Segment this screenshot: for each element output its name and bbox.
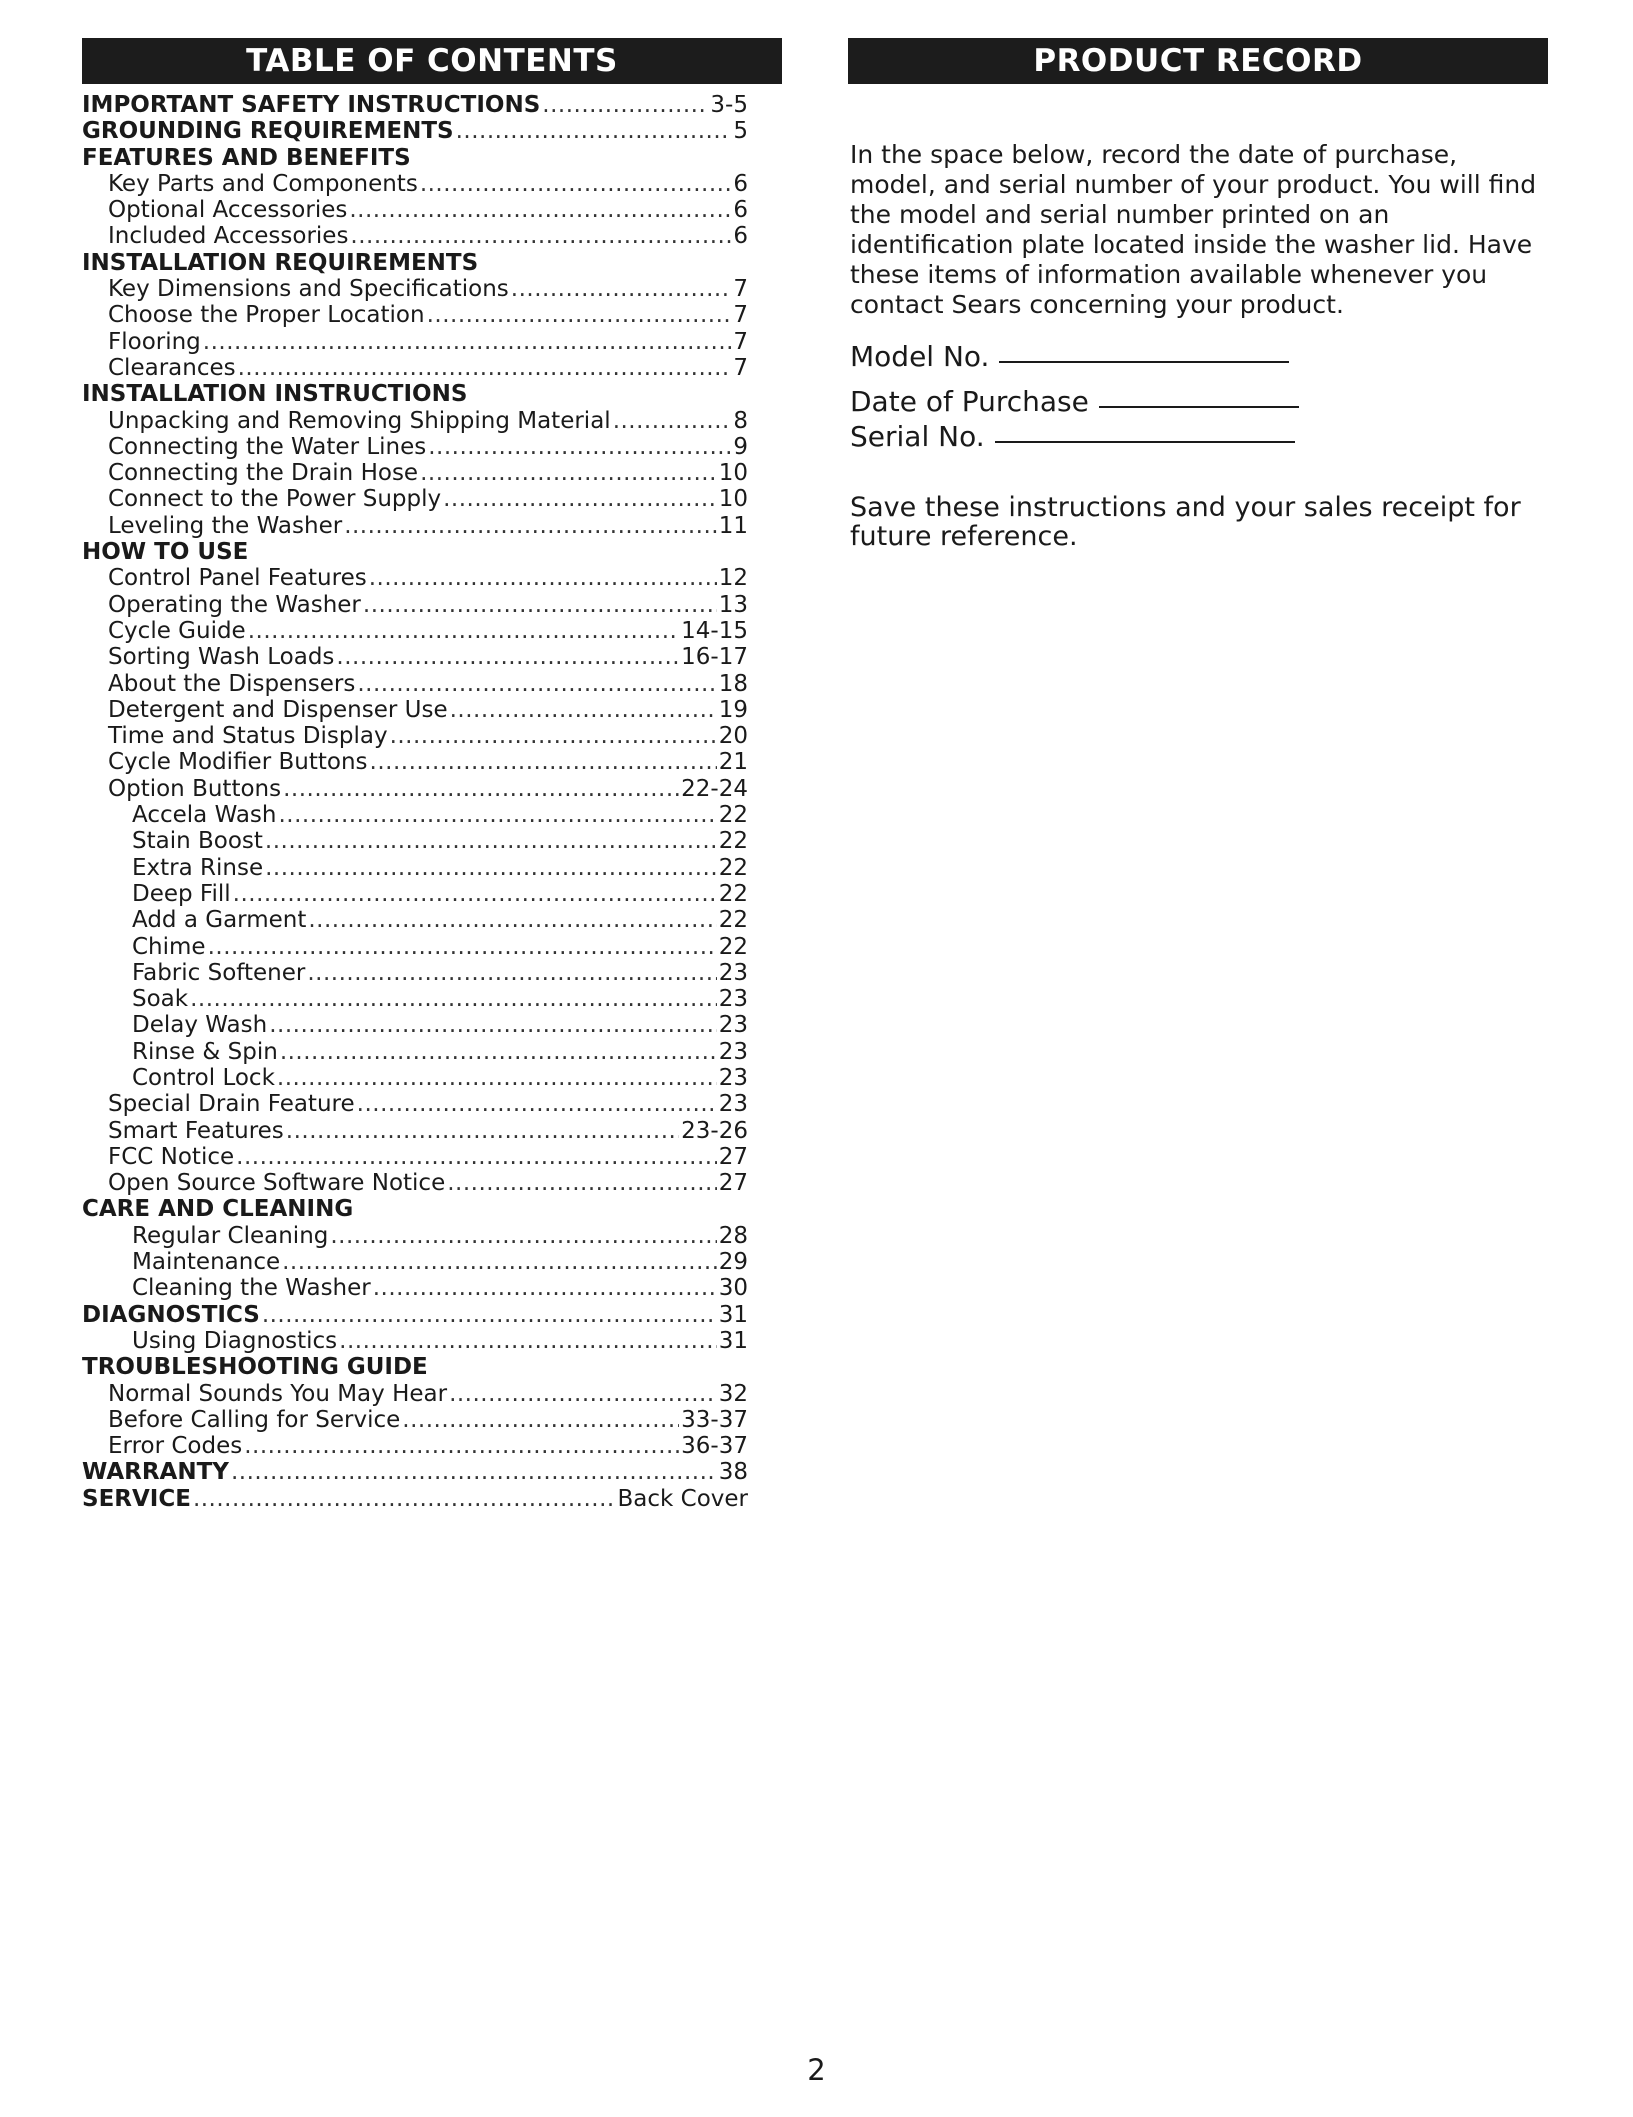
- toc-entry-leader-dots: [336, 644, 679, 670]
- toc-entry-title: DIAGNOSTICS: [82, 1301, 260, 1328]
- toc-entry: [82, 145, 748, 171]
- toc-entry-title: Error Codes: [108, 1433, 243, 1460]
- toc-entry-leader-dots: [286, 1118, 679, 1144]
- toc-entry-leader-dots: [244, 1433, 679, 1459]
- toc-entry-title: Rinse & Spin: [132, 1038, 278, 1065]
- toc-entry-page: 23: [718, 1064, 748, 1091]
- toc-entry: [82, 1170, 748, 1196]
- toc-entry-title: Control Panel Features: [108, 565, 367, 592]
- toc-entry-title: Delay Wash: [132, 1012, 268, 1039]
- toc-entry-title: About the Dispensers: [108, 670, 356, 697]
- toc-entry-title: Add a Garment: [132, 907, 307, 934]
- toc-entry-leader-dots: [428, 434, 731, 460]
- toc-entry-page: 23: [718, 986, 748, 1013]
- toc-entry-title: Key Dimensions and Specifications: [108, 276, 509, 303]
- toc-entry-page: 7: [733, 354, 748, 381]
- model-number-field: [850, 340, 1548, 373]
- toc-entry-page: 6: [733, 197, 748, 224]
- toc-entry-title: Extra Rinse: [132, 854, 264, 881]
- toc-entry: [82, 1354, 748, 1380]
- toc-entry-page: 31: [718, 1301, 748, 1328]
- toc-list: [82, 92, 748, 1512]
- toc-entry-leader-dots: [265, 828, 717, 854]
- toc-entry-title: Regular Cleaning: [132, 1222, 329, 1249]
- toc-entry: [82, 934, 748, 960]
- toc-entry-title: Option Buttons: [108, 775, 282, 802]
- product-record-header: PRODUCT RECORD: [848, 38, 1548, 84]
- toc-entry-title: FCC Notice: [108, 1143, 235, 1170]
- toc-entry-leader-dots: [613, 408, 732, 434]
- toc-entry-page: 28: [718, 1222, 748, 1249]
- toc-entry-title: WARRANTY: [82, 1459, 229, 1486]
- toc-entry-page: 18: [718, 670, 748, 697]
- toc-entry: [82, 408, 748, 434]
- toc-entry: [82, 223, 748, 249]
- toc-entry-leader-dots: [190, 986, 717, 1012]
- toc-entry: [82, 776, 748, 802]
- toc-entry-title: Soak: [132, 986, 189, 1013]
- date-of-purchase-field: [850, 385, 1548, 418]
- toc-entry-leader-dots: [208, 934, 717, 960]
- toc-entry-page: 33-37: [681, 1406, 748, 1433]
- toc-entry-leader-dots: [279, 802, 717, 828]
- toc-entry-page: 8: [733, 407, 748, 434]
- toc-entry-leader-dots: [339, 1328, 717, 1354]
- toc-entry-title: INSTALLATION INSTRUCTIONS: [82, 381, 468, 408]
- toc-entry-page: 22: [718, 828, 748, 855]
- toc-entry: [82, 434, 748, 460]
- toc-entry: [82, 1302, 748, 1328]
- toc-entry-page: 29: [718, 1249, 748, 1276]
- toc-entry-page: 23: [718, 1091, 748, 1118]
- toc-entry: [82, 1275, 748, 1301]
- toc-entry-title: Leveling the Washer: [108, 512, 343, 539]
- toc-entry-title: Flooring: [108, 328, 201, 355]
- toc-entry-page: 30: [718, 1275, 748, 1302]
- toc-entry-title: Cycle Modifier Buttons: [108, 749, 368, 776]
- toc-entry-title: Unpacking and Removing Shipping Material: [108, 407, 611, 434]
- toc-entry-title: Before Calling for Service: [108, 1406, 401, 1433]
- save-instructions-note: Save these instructions and your sales receipt for future reference.: [850, 492, 1521, 552]
- toc-entry-page: 22-24: [681, 775, 748, 802]
- toc-entry-leader-dots: [307, 960, 716, 986]
- toc-entry: [82, 460, 748, 486]
- toc-entry-page: 10: [718, 486, 748, 513]
- toc-entry: [82, 1039, 748, 1065]
- toc-entry-title: Connecting the Drain Hose: [108, 460, 419, 487]
- toc-entry-page: 11: [718, 512, 748, 539]
- table-of-contents-section: [82, 38, 782, 1512]
- toc-entry-title: Cycle Guide: [108, 617, 246, 644]
- toc-entry-title: Time and Status Display: [108, 723, 388, 750]
- toc-entry: [82, 1459, 748, 1485]
- date-of-purchase-label: Date of Purchase: [850, 385, 1089, 418]
- toc-entry-leader-dots: [238, 355, 732, 381]
- toc-entry-page: 20: [718, 723, 748, 750]
- toc-entry: [82, 986, 748, 1012]
- toc-entry-page: 22: [718, 907, 748, 934]
- toc-entry-title: Open Source Software Notice: [108, 1170, 446, 1197]
- toc-entry-leader-dots: [277, 1065, 717, 1091]
- toc-entry-title: SERVICE: [82, 1485, 191, 1512]
- toc-entry-page: 3-5: [710, 92, 748, 118]
- toc-entry: [82, 1249, 748, 1275]
- toc-entry-page: 31: [718, 1327, 748, 1354]
- model-number-line: [999, 361, 1289, 363]
- toc-entry: [82, 907, 748, 933]
- toc-entry-page: 5: [733, 118, 748, 145]
- toc-entry-leader-dots: [420, 171, 732, 197]
- toc-entry-leader-dots: [443, 486, 717, 512]
- toc-entry-title: GROUNDING REQUIREMENTS: [82, 118, 454, 145]
- toc-entry: [82, 302, 748, 328]
- toc-entry-leader-dots: [265, 855, 717, 881]
- toc-entry-page: 12: [718, 565, 748, 592]
- serial-number-label: Serial No.: [850, 420, 985, 453]
- toc-header: TABLE OF CONTENTS: [82, 38, 782, 84]
- toc-entry: [82, 118, 748, 144]
- toc-entry: [82, 1381, 748, 1407]
- toc-entry-title: Stain Boost: [132, 828, 263, 855]
- toc-entry-leader-dots: [280, 1039, 717, 1065]
- serial-number-line: [995, 441, 1295, 443]
- toc-entry-page: 22: [718, 854, 748, 881]
- toc-entry: [82, 381, 748, 407]
- toc-entry: [82, 1328, 748, 1354]
- toc-entry-page: 22: [718, 933, 748, 960]
- toc-entry-leader-dots: [248, 618, 679, 644]
- toc-entry-leader-dots: [447, 1170, 716, 1196]
- toc-entry-page: 23: [718, 1012, 748, 1039]
- toc-entry-title: Accela Wash: [132, 802, 277, 829]
- toc-entry: [82, 644, 748, 670]
- toc-entry-leader-dots: [357, 671, 716, 697]
- toc-entry-leader-dots: [269, 1012, 717, 1038]
- toc-entry-page: 9: [733, 433, 748, 460]
- toc-entry: [82, 618, 748, 644]
- toc-entry: [82, 92, 748, 118]
- toc-entry-title: Operating the Washer: [108, 591, 361, 618]
- toc-entry: [82, 1486, 748, 1512]
- toc-entry-title: Sorting Wash Loads: [108, 644, 335, 671]
- toc-entry: [82, 1091, 748, 1117]
- toc-entry-title: Key Parts and Components: [108, 170, 418, 197]
- toc-entry-leader-dots: [236, 1144, 717, 1170]
- toc-entry-leader-dots: [420, 460, 717, 486]
- toc-entry-leader-dots: [450, 697, 717, 723]
- toc-entry-leader-dots: [308, 907, 716, 933]
- toc-entry: [82, 671, 748, 697]
- toc-entry: [82, 565, 748, 591]
- toc-entry-page: 19: [718, 696, 748, 723]
- toc-entry: [82, 828, 748, 854]
- toc-entry-page: 14-15: [681, 617, 748, 644]
- toc-entry-page: 7: [733, 328, 748, 355]
- toc-entry: [82, 881, 748, 907]
- toc-entry-title: Deep Fill: [132, 880, 231, 907]
- product-record-section: [848, 38, 1548, 551]
- toc-entry-leader-dots: [511, 276, 732, 302]
- toc-entry: [82, 486, 748, 512]
- toc-entry-title: Fabric Softener: [132, 959, 306, 986]
- toc-entry-page: 7: [733, 302, 748, 329]
- toc-entry-title: Normal Sounds You May Hear: [108, 1380, 448, 1407]
- toc-entry: [82, 197, 748, 223]
- toc-entry-leader-dots: [373, 1275, 717, 1301]
- toc-entry: [82, 802, 748, 828]
- toc-entry-title: Clearances: [108, 354, 236, 381]
- toc-entry-leader-dots: [203, 329, 732, 355]
- toc-entry-title: INSTALLATION REQUIREMENTS: [82, 249, 479, 276]
- toc-entry: [82, 539, 748, 565]
- toc-entry-title: Using Diagnostics: [132, 1327, 338, 1354]
- toc-entry-leader-dots: [233, 881, 717, 907]
- toc-entry: [82, 250, 748, 276]
- toc-entry-title: Smart Features: [108, 1117, 284, 1144]
- toc-entry: [82, 171, 748, 197]
- toc-entry: [82, 329, 748, 355]
- product-record-intro: In the space below, record the date of purchase, model, and serial number of your product. You will find the model and serial number printed on an identification plate located inside the washer lid. Have these items of information available whenever you contact Sears concerning your product.: [850, 140, 1537, 319]
- toc-entry-title: FEATURES AND BENEFITS: [82, 144, 411, 171]
- toc-entry-page: 23-26: [681, 1117, 748, 1144]
- toc-entry-title: Included Accessories: [108, 223, 349, 250]
- toc-entry-page: 6: [733, 223, 748, 250]
- toc-entry-page: Back Cover: [617, 1485, 748, 1512]
- toc-entry: [82, 1433, 748, 1459]
- toc-entry-leader-dots: [390, 723, 717, 749]
- toc-entry-page: 32: [718, 1380, 748, 1407]
- toc-entry-leader-dots: [369, 565, 717, 591]
- toc-entry-page: 16-17: [681, 644, 748, 671]
- toc-entry-leader-dots: [262, 1302, 717, 1328]
- toc-entry-leader-dots: [282, 1249, 717, 1275]
- toc-entry: [82, 855, 748, 881]
- toc-entry-leader-dots: [449, 1381, 717, 1407]
- toc-entry-leader-dots: [350, 223, 731, 249]
- toc-entry: [82, 723, 748, 749]
- model-number-label: Model No.: [850, 340, 990, 373]
- toc-entry-page: 13: [718, 591, 748, 618]
- toc-entry-page: 23: [718, 1038, 748, 1065]
- toc-entry-title: Detergent and Dispenser Use: [108, 696, 448, 723]
- toc-entry-leader-dots: [456, 118, 732, 144]
- toc-entry-title: Special Drain Feature: [108, 1091, 355, 1118]
- toc-entry-leader-dots: [357, 1091, 717, 1117]
- toc-entry-page: 38: [718, 1459, 748, 1486]
- toc-entry-title: Maintenance: [132, 1249, 281, 1276]
- toc-entry-page: 10: [718, 460, 748, 487]
- toc-entry-leader-dots: [363, 592, 717, 618]
- toc-entry: [82, 1144, 748, 1170]
- toc-entry-page: 22: [718, 880, 748, 907]
- toc-entry: [82, 1118, 748, 1144]
- toc-entry-title: TROUBLESHOOTING GUIDE: [82, 1354, 428, 1381]
- toc-entry: [82, 1196, 748, 1222]
- toc-entry-page: 23: [718, 959, 748, 986]
- toc-entry-title: Optional Accessories: [108, 197, 348, 224]
- toc-entry-title: Connecting the Water Lines: [108, 433, 427, 460]
- toc-entry-title: CARE AND CLEANING: [82, 1196, 354, 1223]
- toc-entry: [82, 1223, 748, 1249]
- toc-entry-leader-dots: [231, 1459, 717, 1485]
- toc-entry: [82, 697, 748, 723]
- toc-entry-page: 7: [733, 276, 748, 303]
- toc-entry-leader-dots: [349, 197, 731, 223]
- toc-entry-title: Connect to the Power Supply: [108, 486, 442, 513]
- page-number: 2: [807, 2053, 826, 2087]
- toc-entry: [82, 1012, 748, 1038]
- toc-entry: [82, 592, 748, 618]
- toc-entry-leader-dots: [193, 1486, 616, 1512]
- toc-entry: [82, 1065, 748, 1091]
- toc-entry: [82, 1407, 748, 1433]
- toc-entry-title: Cleaning the Washer: [132, 1275, 371, 1302]
- toc-entry-page: 21: [718, 749, 748, 776]
- toc-entry: [82, 749, 748, 775]
- date-of-purchase-line: [1099, 406, 1299, 408]
- toc-entry-leader-dots: [283, 776, 679, 802]
- toc-entry-page: 36-37: [681, 1433, 748, 1460]
- toc-entry: [82, 276, 748, 302]
- serial-number-field: [850, 420, 1548, 453]
- toc-entry-title: Choose the Proper Location: [108, 302, 425, 329]
- toc-entry-page: 27: [718, 1170, 748, 1197]
- toc-entry-leader-dots: [427, 302, 732, 328]
- toc-entry: [82, 513, 748, 539]
- toc-entry-leader-dots: [344, 513, 717, 539]
- toc-entry-title: Chime: [132, 933, 206, 960]
- toc-entry-page: 22: [718, 802, 748, 829]
- toc-entry-leader-dots: [542, 92, 708, 118]
- toc-entry-leader-dots: [370, 749, 717, 775]
- toc-entry: [82, 355, 748, 381]
- toc-entry-page: 6: [733, 170, 748, 197]
- toc-entry: [82, 960, 748, 986]
- toc-entry-leader-dots: [402, 1407, 679, 1433]
- toc-entry-page: 27: [718, 1143, 748, 1170]
- toc-entry-leader-dots: [330, 1223, 716, 1249]
- toc-entry-title: IMPORTANT SAFETY INSTRUCTIONS: [82, 92, 541, 118]
- toc-entry-title: HOW TO USE: [82, 539, 249, 566]
- toc-entry-title: Control Lock: [132, 1064, 275, 1091]
